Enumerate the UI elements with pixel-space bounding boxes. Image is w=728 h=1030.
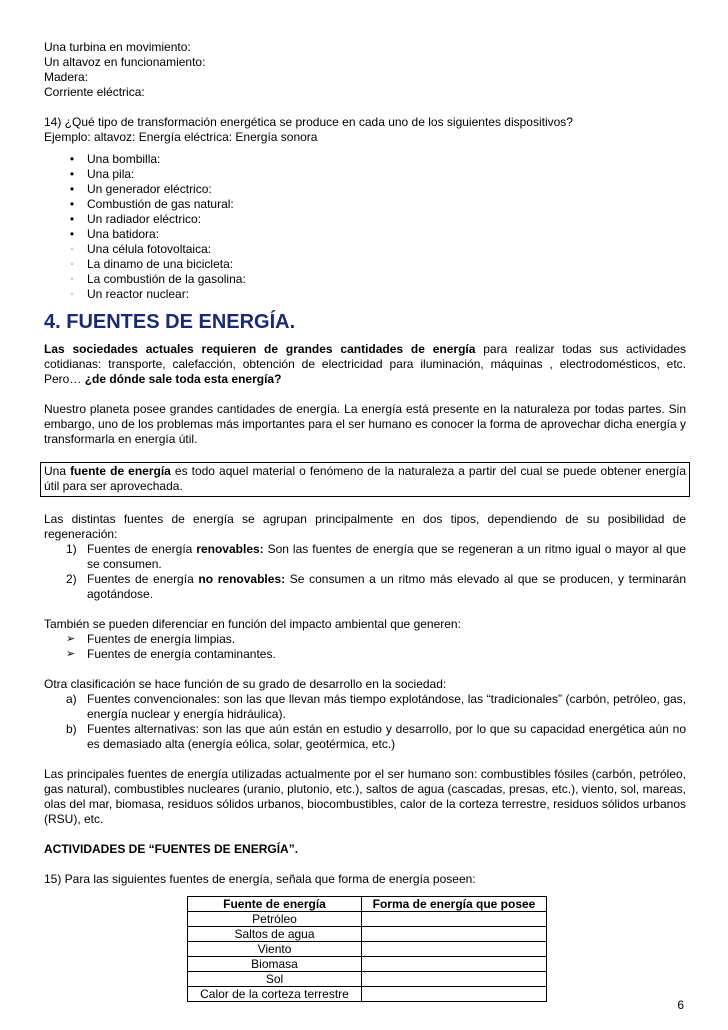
bullet-icon: • (69, 182, 75, 196)
development-list (44, 692, 686, 752)
bullet-icon: • (69, 212, 75, 226)
answer-cell[interactable] (362, 987, 547, 1002)
table-cell-source: Sol (188, 972, 362, 987)
question-14: 14) ¿Qué tipo de transformación energética se produce en cada uno de los siguientes dispositivos? (44, 115, 573, 129)
table-header-row (188, 897, 547, 912)
question-15: 15) Para las siguientes fuentes de energía, señala que forma de energía poseen: (44, 872, 476, 886)
definition-box: Una fuente de energía es todo aquel material o fenómeno de la naturaleza a partir del cual se puede obtener energía útil para ser aprovechada. (40, 462, 690, 497)
answer-cell[interactable] (362, 912, 547, 927)
table-cell-source: Saltos de agua (188, 927, 362, 942)
planet-paragraph: Nuestro planeta posee grandes cantidades de energía. La energía está presente en la naturaleza por todas partes. Sin embargo, uno de los problemas más importantes para el ser humano es conocer la forma de aprovechar dicha energía y transformarla en energía útil. (44, 402, 686, 446)
types-list (44, 542, 686, 602)
table-cell-source: Petróleo (188, 912, 362, 927)
main-sources-paragraph: Las principales fuentes de energía utilizadas actualmente por el ser humano son: combustibles fósiles (carbón, petróleo, gas natural), combustibles nucleares (uranio, plutonio, etc.), saltos de agua (cascadas, presas, etc.), viento, sol, mareas, olas del mar, biomasa, residuos sólidos urbanos, biocombustibles, calor de la corteza terrestre, residuos sólidos urbanos (RSU), etc. (44, 767, 686, 826)
list-item: • Un generador eléctrico: (44, 182, 686, 197)
hollow-bullet-icon: ◦ (70, 289, 74, 300)
list-item: 1) Fuentes de energía renovables: Son las fuentes de energía que se regeneran a un ritmo igual o mayor al que se consumen. (66, 542, 686, 571)
list-item: • Un radiador eléctrico: (44, 212, 686, 227)
intro-line: Corriente eléctrica: (44, 85, 145, 99)
arrow-bullet-icon: ➢ (66, 633, 76, 645)
development-paragraph: Otra clasificación se hace función de su grado de desarrollo en la sociedad: (44, 677, 447, 691)
answer-cell[interactable] (362, 927, 547, 942)
list-item: a) Fuentes convencionales: son las que llevan más tiempo explotándose, las “tradicionales” (carbón, petróleo, gas, energía nuclear y energía hidráulica). (66, 692, 686, 721)
list-item: ◦ Una célula fotovoltaica: (44, 242, 686, 257)
table-cell-source: Viento (188, 942, 362, 957)
table-row (188, 927, 547, 942)
answer-cell[interactable] (362, 972, 547, 987)
energy-sources-table (187, 896, 547, 1002)
hollow-bullet-icon: ◦ (70, 244, 74, 255)
device-list (44, 152, 686, 302)
table-cell-source: Calor de la corteza terrestre (188, 987, 362, 1002)
activities-heading: ACTIVIDADES DE “FUENTES DE ENERGÍA”. (44, 842, 299, 856)
list-item: • Una bombilla: (44, 152, 686, 167)
intro-lines (44, 40, 686, 100)
section-title: 4. FUENTES DE ENERGÍA. (44, 311, 296, 333)
intro-line: Una turbina en movimiento: (44, 40, 191, 54)
bullet-icon: • (69, 152, 75, 166)
bullet-icon: • (69, 197, 75, 211)
impact-paragraph: También se pueden diferenciar en función del impacto ambiental que generen: (44, 617, 461, 631)
table-row (188, 942, 547, 957)
list-item: ◦ Un reactor nuclear: (44, 287, 686, 302)
list-item: 2) Fuentes de energía no renovables: Se consumen a un ritmo más elevado al que se producen, y terminarán agotándose. (66, 572, 686, 601)
impact-list (44, 632, 686, 662)
table-row (188, 987, 547, 1002)
answer-cell[interactable] (362, 957, 547, 972)
column-header: Fuente de energía (188, 897, 362, 912)
column-header: Forma de energía que posee (362, 897, 547, 912)
list-item: • Una pila: (44, 167, 686, 182)
hollow-bullet-icon: ◦ (70, 274, 74, 285)
hollow-bullet-icon: ◦ (70, 259, 74, 270)
bullet-icon: • (69, 167, 75, 181)
table-row (188, 957, 547, 972)
intro-line: Madera: (44, 70, 89, 84)
list-item: • Una batidora: (44, 227, 686, 242)
types-paragraph: Las distintas fuentes de energía se agrupan principalmente en dos tipos, dependiendo de su posibilidad de regeneración: (44, 512, 686, 541)
list-item: • Combustión de gas natural: (44, 197, 686, 212)
table-cell-source: Biomasa (188, 957, 362, 972)
list-item: ◦ La dinamo de una bicicleta: (44, 257, 686, 272)
document-page (44, 40, 686, 1002)
list-item: ➢ Fuentes de energía limpias. (66, 632, 236, 646)
table-row (188, 972, 547, 987)
list-item: ◦ La combustión de la gasolina: (44, 272, 686, 287)
bullet-icon: • (69, 227, 75, 241)
answer-cell[interactable] (362, 942, 547, 957)
intro-paragraph: Las sociedades actuales requieren de grandes cantidades de energía para realizar todas sus actividades cotidianas: transporte, calefacción, obtención de electricidad para iluminación, máquinas , electrodomésticos, etc. Pero… ¿de dónde sale toda esta energía? (44, 342, 686, 386)
table-row (188, 912, 547, 927)
list-item: b) Fuentes alternativas: son las que aún están en estudio y desarrollo, por lo que su capacidad energética aún no es demasiado alta (energía eólica, solar, geotérmica, etc.) (66, 722, 686, 751)
arrow-bullet-icon: ➢ (66, 648, 76, 660)
list-item: ➢ Fuentes de energía contaminantes. (66, 647, 276, 661)
intro-line: Un altavoz en funcionamiento: (44, 55, 206, 69)
question-14-example: Ejemplo: altavoz: Energía eléctrica: Energía sonora (44, 130, 318, 144)
page-number: 6 (677, 998, 684, 1012)
